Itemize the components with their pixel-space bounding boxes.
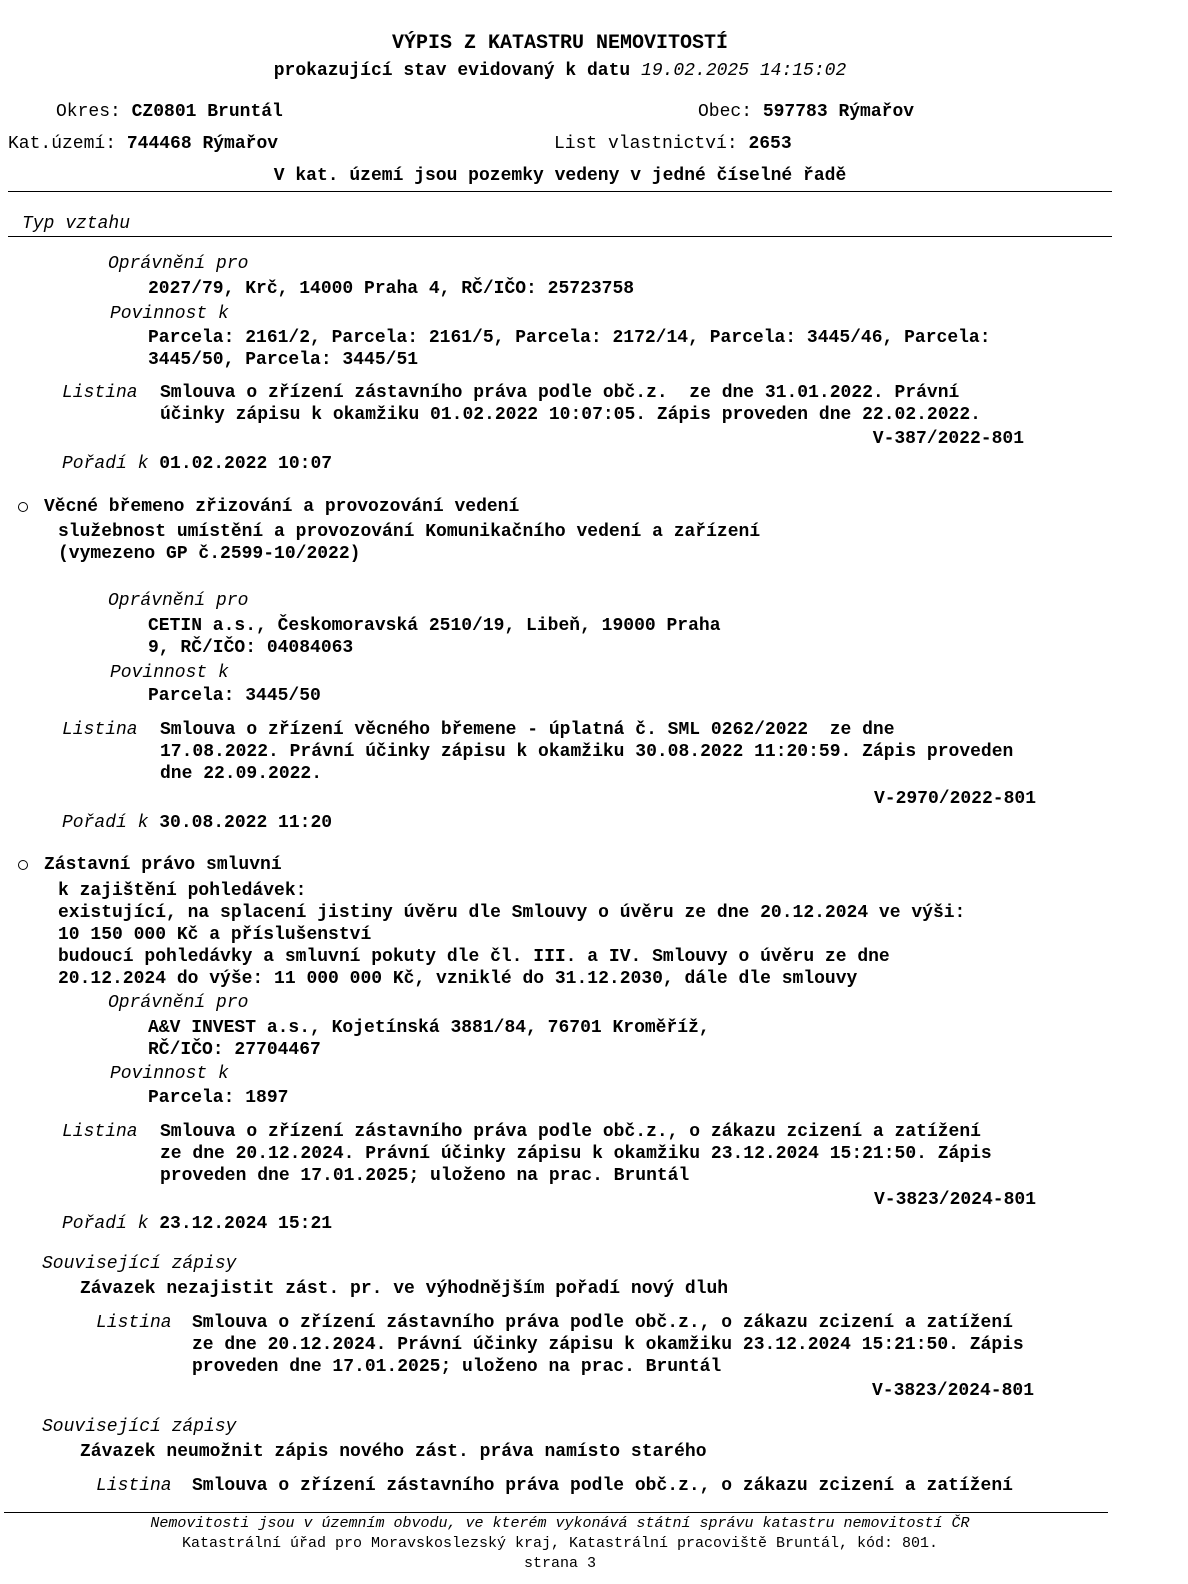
obec-field [698, 101, 914, 123]
header-divider [8, 191, 1112, 192]
related2-heading: Související zápisy [42, 1417, 237, 1437]
okres-value: CZ0801 Bruntál [131, 102, 283, 122]
entry1-opravneni-label: Oprávnění pro [108, 254, 249, 274]
entry3-listina-label: Listina [62, 1122, 138, 1142]
entry3-povinnost-value: Parcela: 1897 [148, 1088, 289, 1108]
entry2-opravneni-line2: 9, RČ/IČO: 04084063 [148, 638, 354, 658]
entry3-opravneni-label: Oprávnění pro [108, 993, 249, 1013]
entry2-listina-label: Listina [62, 720, 138, 740]
entry3-desc-line2: existující, na splacení jistiny úvěru dle Smlouvy o úvěru ze dne 20.12.2024 ve výši: [58, 903, 966, 923]
footer-line2: Katastrální úřad pro Moravskoslezský kraj, Katastrální pracoviště Bruntál, kód: 801. [181, 1535, 939, 1552]
document-title: VÝPIS Z KATASTRU NEMOVITOSTÍ [391, 32, 729, 55]
entry2-listina-line2: 17.08.2022. Právní účinky zápisu k okamžiku 30.08.2022 11:20:59. Zápis proveden [160, 742, 1014, 762]
related2-listina-line1: Smlouva o zřízení zástavního práva podle obč.z., o zákazu zcizení a zatížení [192, 1476, 1013, 1496]
entry3-povinnost-label: Povinnost k [110, 1064, 229, 1084]
entry2-poradi-label: Pořadí k [62, 813, 149, 833]
entry2-desc-line2: (vymezeno GP č.2599-10/2022) [58, 544, 361, 564]
entry3-poradi-value: 23.12.2024 15:21 [159, 1214, 333, 1234]
entry2-poradi [62, 812, 332, 834]
related1-listina-label: Listina [96, 1313, 172, 1333]
header-note: V kat. území jsou pozemky vedeny v jedné číselné řadě [273, 166, 847, 186]
obec-value: 597783 Rýmařov [762, 102, 915, 122]
footer-divider [4, 1512, 1108, 1513]
entry1-poradi-value: 01.02.2022 10:07 [159, 454, 333, 474]
entry2-opravneni-label: Oprávnění pro [108, 591, 249, 611]
entry1-opravneni-value: 2027/79, Krč, 14000 Praha 4, RČ/IČO: 25723758 [148, 279, 635, 299]
obec-label: Obec: [698, 102, 753, 122]
entry3-title: Zástavní právo smluvní [44, 855, 282, 875]
related2-title: Závazek neumožnit zápis nového zást. práva namísto starého [80, 1442, 707, 1462]
entry1-listina-label: Listina [62, 383, 138, 403]
okres-field [56, 101, 283, 123]
kat-uzemi-label: Kat.území: [8, 134, 117, 154]
entry3-opravneni-line2: RČ/IČO: 27704467 [148, 1040, 321, 1060]
related2-listina-label: Listina [96, 1476, 172, 1496]
okres-label: Okres: [56, 102, 121, 122]
entry3-desc-line1: k zajištění pohledávek: [58, 881, 307, 901]
related1-document-ref: V-3823/2024-801 [871, 1381, 1034, 1401]
subtitle-prefix: prokazující stav evidovaný k datu [273, 61, 631, 81]
entry2-desc-line1: služebnost umístění a provozování Komunikačního vedení a zařízení [58, 522, 761, 542]
typ-vztahu-heading: Typ vztahu [22, 214, 131, 234]
entry3-listina-line3: proveden dne 17.01.2025; uloženo na prac. Bruntál [160, 1166, 690, 1186]
entry3-poradi [62, 1213, 332, 1235]
entry3-desc-line5: 20.12.2024 do výše: 11 000 000 Kč, vzniklé do 31.12.2030, dále dle smlouvy [58, 969, 858, 989]
list-vlastnictvi-field [554, 133, 792, 155]
entry3-listina-line1: Smlouva o zřízení zástavního práva podle obč.z., o zákazu zcizení a zatížení [160, 1122, 981, 1142]
related1-heading: Související zápisy [42, 1254, 237, 1274]
footer-line1: Nemovitosti jsou v územním obvodu, ve kterém vykonává státní správu katastru nemovitostí ČR [150, 1515, 970, 1532]
kat-uzemi-field [8, 133, 278, 155]
related1-listina-line2: ze dne 20.12.2024. Právní účinky zápisu k okamžiku 23.12.2024 15:21:50. Zápis [192, 1335, 1024, 1355]
entry1-document-ref: V-387/2022-801 [872, 429, 1024, 449]
entry3-document-ref: V-3823/2024-801 [873, 1190, 1036, 1210]
entry2-bullet-icon [18, 502, 28, 512]
kat-uzemi-value: 744468 Rýmařov [126, 134, 279, 154]
document-subtitle [0, 60, 1120, 82]
entry1-povinnost-line2: 3445/50, Parcela: 3445/51 [148, 350, 419, 370]
entry1-poradi [62, 453, 332, 475]
entry2-listina-line1: Smlouva o zřízení věcného břemene - úplatná č. SML 0262/2022 ze dne [160, 720, 895, 740]
typ-vztahu-divider [8, 236, 1112, 237]
list-vlastnictvi-label: List vlastnictví: [554, 134, 738, 154]
entry1-povinnost-line1: Parcela: 2161/2, Parcela: 2161/5, Parcela: 2172/14, Parcela: 3445/46, Parcela: [148, 328, 991, 348]
related1-listina-line1: Smlouva o zřízení zástavního práva podle obč.z., o zákazu zcizení a zatížení [192, 1313, 1013, 1333]
entry2-listina-line3: dne 22.09.2022. [160, 764, 323, 784]
entry2-title: Věcné břemeno zřizování a provozování vedení [44, 497, 520, 517]
entry3-desc-line4: budoucí pohledávky a smluvní pokuty dle čl. III. a IV. Smlouvy o úvěru ze dne [58, 947, 890, 967]
entry2-document-ref: V-2970/2022-801 [873, 789, 1036, 809]
entry3-poradi-label: Pořadí k [62, 1214, 149, 1234]
entry2-poradi-value: 30.08.2022 11:20 [159, 813, 333, 833]
list-vlastnictvi-value: 2653 [748, 134, 792, 154]
related1-title: Závazek nezajistit zást. pr. ve výhodnějším pořadí nový dluh [80, 1279, 729, 1299]
entry3-desc-line3: 10 150 000 Kč a příslušenství [58, 925, 372, 945]
entry1-poradi-label: Pořadí k [62, 454, 149, 474]
entry1-povinnost-label: Povinnost k [110, 304, 229, 324]
entry3-bullet-icon [18, 860, 28, 870]
entry2-opravneni-line1: CETIN a.s., Českomoravská 2510/19, Libeň, 19000 Praha [148, 616, 721, 636]
entry2-povinnost-value: Parcela: 3445/50 [148, 686, 321, 706]
related1-listina-line3: proveden dne 17.01.2025; uloženo na prac. Bruntál [192, 1357, 722, 1377]
entry3-listina-line2: ze dne 20.12.2024. Právní účinky zápisu k okamžiku 23.12.2024 15:21:50. Zápis [160, 1144, 992, 1164]
subtitle-date: 19.02.2025 14:15:02 [641, 61, 847, 81]
entry3-opravneni-line1: A&V INVEST a.s., Kojetínská 3881/84, 76701 Kroměříž, [148, 1018, 710, 1038]
entry1-listina-line2: účinky zápisu k okamžiku 01.02.2022 10:07:05. Zápis proveden dne 22.02.2022. [160, 405, 981, 425]
entry1-listina-line1: Smlouva o zřízení zástavního práva podle obč.z. ze dne 31.01.2022. Právní [160, 383, 960, 403]
entry2-povinnost-label: Povinnost k [110, 663, 229, 683]
footer-page-number: strana 3 [523, 1555, 596, 1572]
